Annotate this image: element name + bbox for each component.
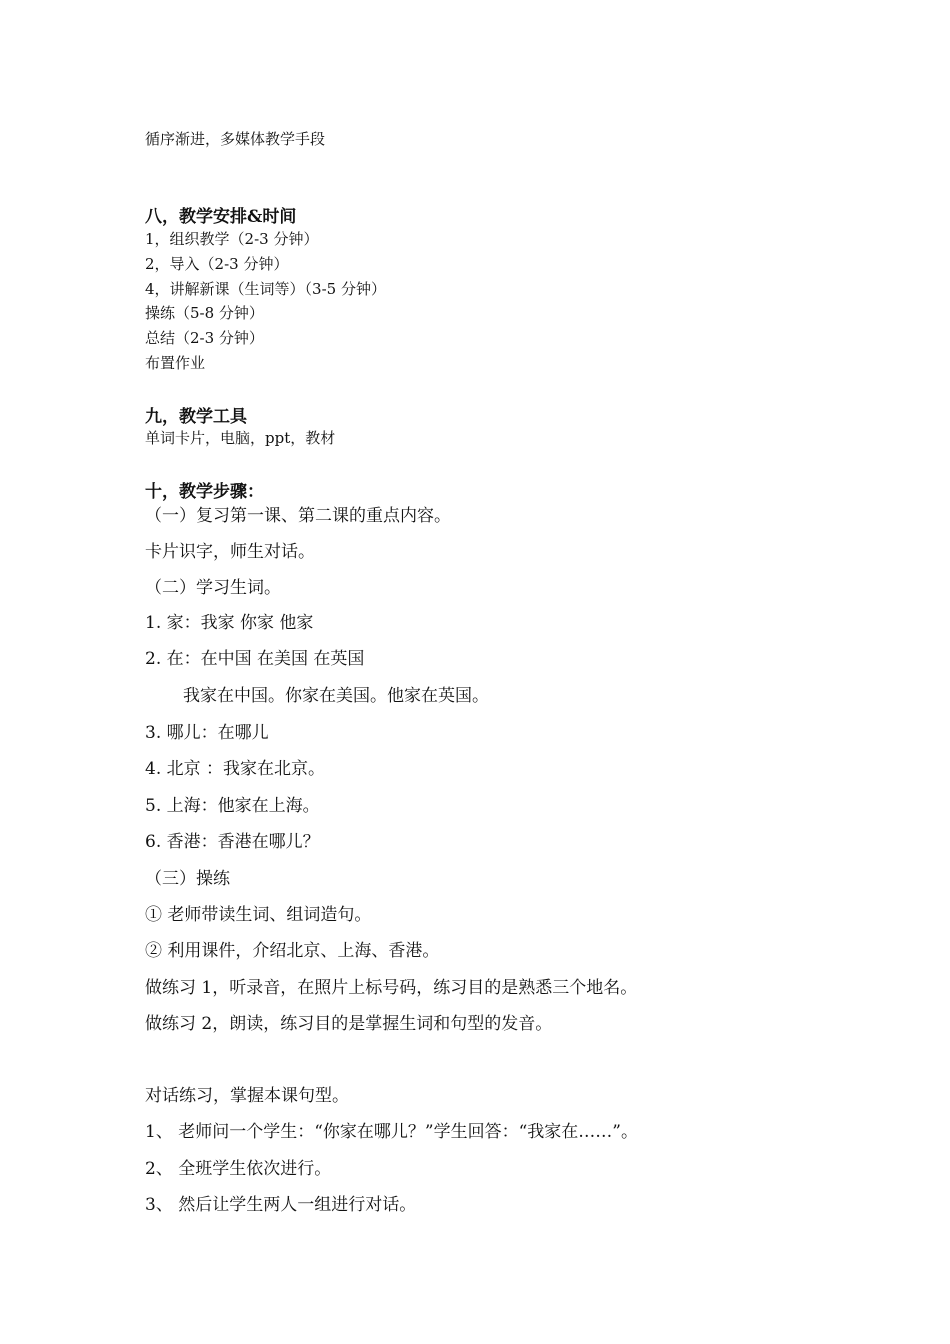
vocab-line: 6. 香港：香港在哪儿？: [145, 832, 320, 852]
section9-heading: 九，教学工具: [145, 407, 247, 427]
practice-line: 做练习 1，听录音，在照片上标号码，练习目的是熟悉三个地名。: [145, 978, 638, 998]
tools-line: 单词卡片，电脑，ppt，教材: [145, 429, 336, 447]
vocab-example: 我家在中国。你家在美国。他家在英国。: [183, 686, 489, 706]
schedule-item: 2，导入（2-3 分钟）: [145, 255, 289, 273]
vocab-line: 5. 上海：他家在上海。: [145, 796, 320, 816]
intro-line: 循序渐进，多媒体教学手段: [145, 130, 326, 148]
step-line: （一）复习第一课、第二课的重点内容。: [145, 506, 451, 526]
practice-line: 做练习 2，朗读，练习目的是掌握生词和句型的发音。: [145, 1014, 553, 1034]
schedule-item: 操练（5-8 分钟）: [145, 304, 264, 322]
vocab-line: 2. 在：在中国 在美国 在英国: [145, 649, 365, 669]
vocab-line: 4. 北京 ：我家在北京。: [145, 759, 326, 779]
schedule-item: 总结（2-3 分钟）: [145, 329, 264, 347]
dialogue-item: 1、 老师问一个学生：“你家在哪儿？”学生回答：“我家在……”。: [145, 1122, 638, 1142]
step-line: （二）学习生词。: [145, 578, 281, 598]
dialogue-item: 3、 然后让学生两人一组进行对话。: [145, 1195, 417, 1215]
schedule-item: 4，讲解新课（生词等）（3-5 分钟）: [145, 280, 386, 298]
step-line: 卡片识字，师生对话。: [145, 542, 315, 562]
dialogue-item: 2、 全班学生依次进行。: [145, 1159, 332, 1179]
practice-line: ① 老师带读生词、组词造句。: [145, 905, 372, 925]
schedule-item: 1，组织教学（2-3 分钟）: [145, 230, 319, 248]
step-line: （三）操练: [145, 869, 230, 889]
vocab-line: 3. 哪儿：在哪儿: [145, 723, 269, 743]
section10-heading: 十，教学步骤：: [145, 482, 264, 502]
schedule-item: 布置作业: [145, 354, 206, 372]
vocab-line: 1. 家：我家 你家 他家: [145, 613, 314, 633]
section8-heading: 八，教学安排&时间: [145, 207, 297, 227]
practice-line: ② 利用课件，介绍北京、上海、香港。: [145, 941, 440, 961]
dialogue-intro: 对话练习，掌握本课句型。: [145, 1086, 349, 1106]
